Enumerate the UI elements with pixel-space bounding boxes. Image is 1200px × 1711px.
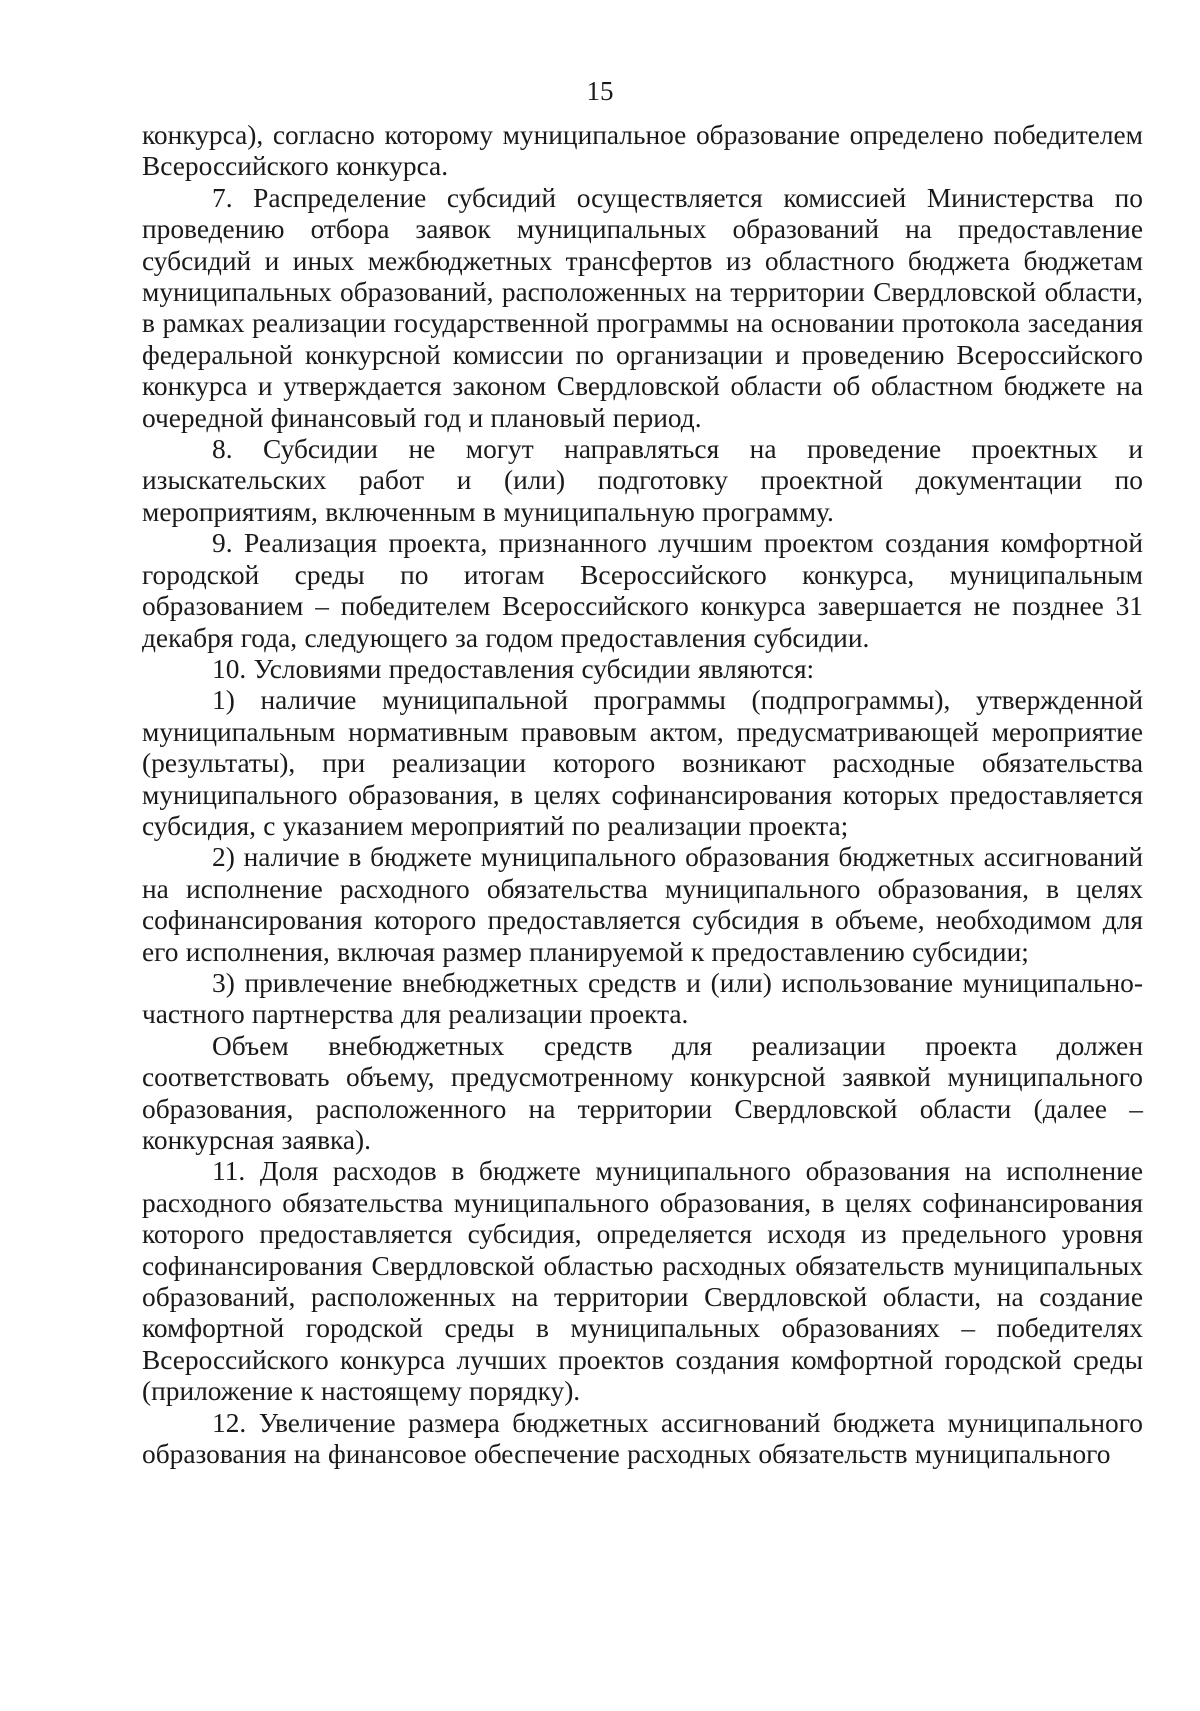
- paragraph-10-item-2: 2) наличие в бюджете муниципального образования бюджетных ассигнований на исполнение расходного обязательства муниципального образования, в целях софинансирования которого предоставляется субсидия в объеме, необходимом для его исполнения, включая размер планируемой к предоставлению субсидии;: [142, 842, 1143, 967]
- paragraph-extra-budget-volume: Объем внебюджетных средств для реализации проекта должен соответствовать объему, предусмотренному конкурсной заявкой муниципального образования, расположенного на территории Свердловской области (далее – конкурсная заявка).: [142, 1030, 1143, 1155]
- paragraph-7: 7. Распределение субсидий осуществляется комиссией Министерства по проведению отбора заявок муниципальных образований на предоставление субсидий и иных межбюджетных трансфертов из областного бюджета бюджетам муниципальных образований, расположенных на территории Свердловской области, в рамках реализации государственной программы на основании протокола заседания федеральной конкурсной комиссии по организации и проведению Всероссийского конкурса и утверждается законом Свердловской области об областном бюджете на очередной финансовый год и плановый период.: [142, 182, 1143, 433]
- paragraph-10-item-1: 1) наличие муниципальной программы (подпрограммы), утвержденной муниципальным нормативным правовым актом, предусматривающей мероприятие (результаты), при реализации которого возникают расходные обязательства муниципального образования, в целях софинансирования которых предоставляется субсидия, с указанием мероприятий по реализации проекта;: [142, 685, 1143, 841]
- paragraph-11: 11. Доля расходов в бюджете муниципального образования на исполнение расходного обязательства муниципального образования, в целях софинансирования которого предоставляется субсидия, определяется исходя из предельного уровня софинансирования Свердловской областью расходных обязательств муниципальных образований, расположенных на территории Свердловской области, на создание комфортной городской среды в муниципальных образованиях – победителях Всероссийского конкурса лучших проектов создания комфортной городской среды (приложение к настоящему порядку).: [142, 1156, 1143, 1407]
- page-number: 15: [586, 76, 614, 106]
- paragraph-10: 10. Условиями предоставления субсидии являются:: [212, 653, 815, 684]
- paragraph-12: 12. Увеличение размера бюджетных ассигнований бюджета муниципального образования на финансовое обеспечение расходных обязательств муниципального: [142, 1407, 1143, 1470]
- paragraph-8: 8. Субсидии не могут направляться на проведение проектных и изыскательских работ и (или) подготовку проектной документации по мероприятиям, включенным в муниципальную программу.: [142, 434, 1143, 527]
- paragraph-9: 9. Реализация проекта, признанного лучшим проектом создания комфортной городской среды по итогам Всероссийского конкурса, муниципальным образованием – победителем Всероссийского конкурса завершается не позднее 31 декабря года, следующего за годом предоставления субсидии.: [142, 528, 1143, 653]
- paragraph-10-item-3: 3) привлечение внебюджетных средств и (или) использование муниципально-частного партнерства для реализации проекта.: [142, 967, 1143, 1030]
- paragraph-continuation: конкурса), согласно которому муниципальное образование определено победителем Всероссийского конкурса.: [142, 120, 1143, 182]
- document-body: [142, 120, 1143, 1470]
